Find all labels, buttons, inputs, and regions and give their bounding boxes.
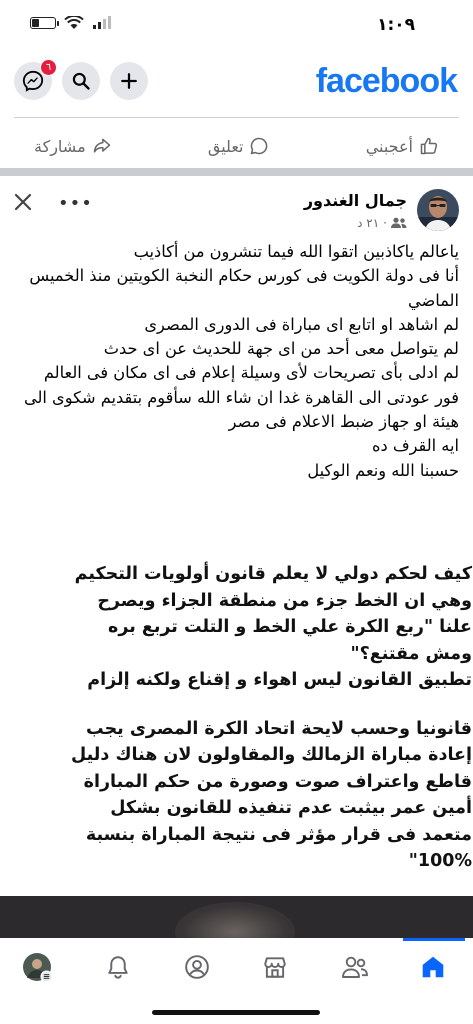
- wifi-icon: [64, 16, 84, 30]
- divider: [14, 117, 459, 118]
- menu-avatar: [22, 952, 54, 984]
- image-text-line: أمين عمر بيثبت عدم تنفيذه للقانون بشكل: [110, 798, 472, 818]
- app-header: [0, 56, 473, 110]
- image-text-block: [24, 716, 472, 875]
- prev-post-actions: [0, 128, 473, 164]
- post-line: أنا فى دولة الكويت فى كورس حكام النخبة الكويتين منذ الخميس الماضي: [29, 266, 459, 310]
- image-text-line: إعادة مباراة الزمالك والمقاولون لان هناك دليل: [71, 745, 472, 765]
- image-text-line: ومش مقتنع؟": [350, 643, 472, 664]
- post-time: ٢١ د: [357, 216, 380, 230]
- image-text-line: كيف لحكم دولي لا يعلم قانون أولويات التحكيم: [74, 564, 472, 584]
- search-button[interactable]: [62, 62, 100, 100]
- post-line: ايه القرف ده: [372, 436, 459, 456]
- post-line: لم يتواصل معى أحد من اى جهة للحديث عن اى حدث: [103, 339, 459, 359]
- active-tab-indicator: [403, 938, 465, 941]
- nav-profile[interactable]: [182, 952, 212, 982]
- messenger-icon: [22, 70, 44, 92]
- image-text-line: قانونيا وحسب لايحة اتحاد الكرة المصرى يجب: [86, 718, 472, 739]
- like-button[interactable]: [366, 136, 439, 156]
- search-icon: [71, 71, 91, 91]
- comment-icon: [249, 136, 269, 156]
- profile-icon: [184, 954, 210, 980]
- image-text-line: قاطع واعتراف صوت وصورة من حكم المباراة: [83, 771, 472, 792]
- post-line: لم اشاهد او اتابع اى مباراة فى الدورى المصرى: [144, 314, 459, 334]
- image-text-line: علنا "ربع الكرة علي الخط و التلت تربع بره: [108, 617, 472, 637]
- author-name[interactable]: جمال الغندور: [303, 191, 407, 210]
- friends-icon: [391, 217, 407, 229]
- thumbs-up-icon: [419, 136, 439, 156]
- post-meta: [357, 216, 407, 230]
- nav-home[interactable]: [418, 952, 448, 982]
- facebook-logo[interactable]: facebook: [315, 62, 457, 100]
- nav-notifications[interactable]: [103, 952, 133, 982]
- image-text: [24, 561, 472, 875]
- notifications-icon: [105, 954, 131, 980]
- image-text-line: متعمد فى قرار مؤثر فى نتيجة المباراة بنسبة: [85, 824, 472, 845]
- battery-icon: [30, 17, 56, 29]
- nav-menu[interactable]: [22, 952, 54, 984]
- comment-button[interactable]: [208, 136, 270, 156]
- feed-separator: [0, 168, 473, 176]
- post-header: [0, 183, 473, 239]
- status-icons: [30, 16, 112, 30]
- image-photo-strip: [0, 896, 473, 938]
- comment-label: تعليق: [207, 136, 244, 156]
- status-bar: [0, 0, 473, 52]
- messenger-button[interactable]: [14, 62, 52, 100]
- bottom-nav: [0, 938, 473, 1024]
- nav-friends[interactable]: [340, 952, 370, 982]
- post-line: ياعالم ياكاذبين اتقوا الله فيما تنشرون من أكاذيب: [133, 242, 459, 261]
- like-label: أعجبني: [365, 136, 413, 156]
- marketplace-icon: [262, 954, 288, 980]
- close-icon[interactable]: [12, 191, 34, 213]
- status-time: ١:٠٩: [377, 15, 415, 35]
- signal-icon: [92, 16, 112, 30]
- post-line: لم ادلى بأى تصريحات لأى وسيلة إعلام فى اى مكان فى العالم: [43, 363, 459, 383]
- share-label: مشاركة: [34, 136, 86, 156]
- image-text-line: وهي ان الخط جزء من منطقة الجزاء ويصرح: [97, 590, 472, 611]
- meta-dot: ·: [383, 216, 387, 230]
- post-image[interactable]: [0, 541, 473, 938]
- nav-marketplace[interactable]: [260, 952, 290, 982]
- create-button[interactable]: [110, 62, 148, 100]
- home-icon: [420, 954, 446, 980]
- share-button[interactable]: [34, 136, 112, 156]
- post-body: [9, 240, 459, 483]
- plus-icon: [120, 72, 138, 90]
- post-line: فور عودتى الى القاهرة غدا ان شاء الله سأقوم بتقديم شكوى الى هيئة او جهاز ضبط الاعلام فى مصر: [23, 387, 459, 432]
- friends-icon: [341, 954, 369, 980]
- image-text-block: [24, 561, 472, 694]
- image-text-line: تطبيق القانون ليس اهواء و إقناع ولكنه إلزام: [87, 670, 472, 690]
- post-line: حسبنا الله ونعم الوكيل: [307, 460, 459, 480]
- more-options-icon[interactable]: •••: [58, 193, 93, 214]
- notification-badge: ٦: [40, 59, 57, 76]
- share-icon: [92, 136, 112, 156]
- home-indicator: [152, 1010, 320, 1015]
- author-avatar[interactable]: [417, 189, 459, 231]
- image-text-line: 100%": [408, 851, 472, 871]
